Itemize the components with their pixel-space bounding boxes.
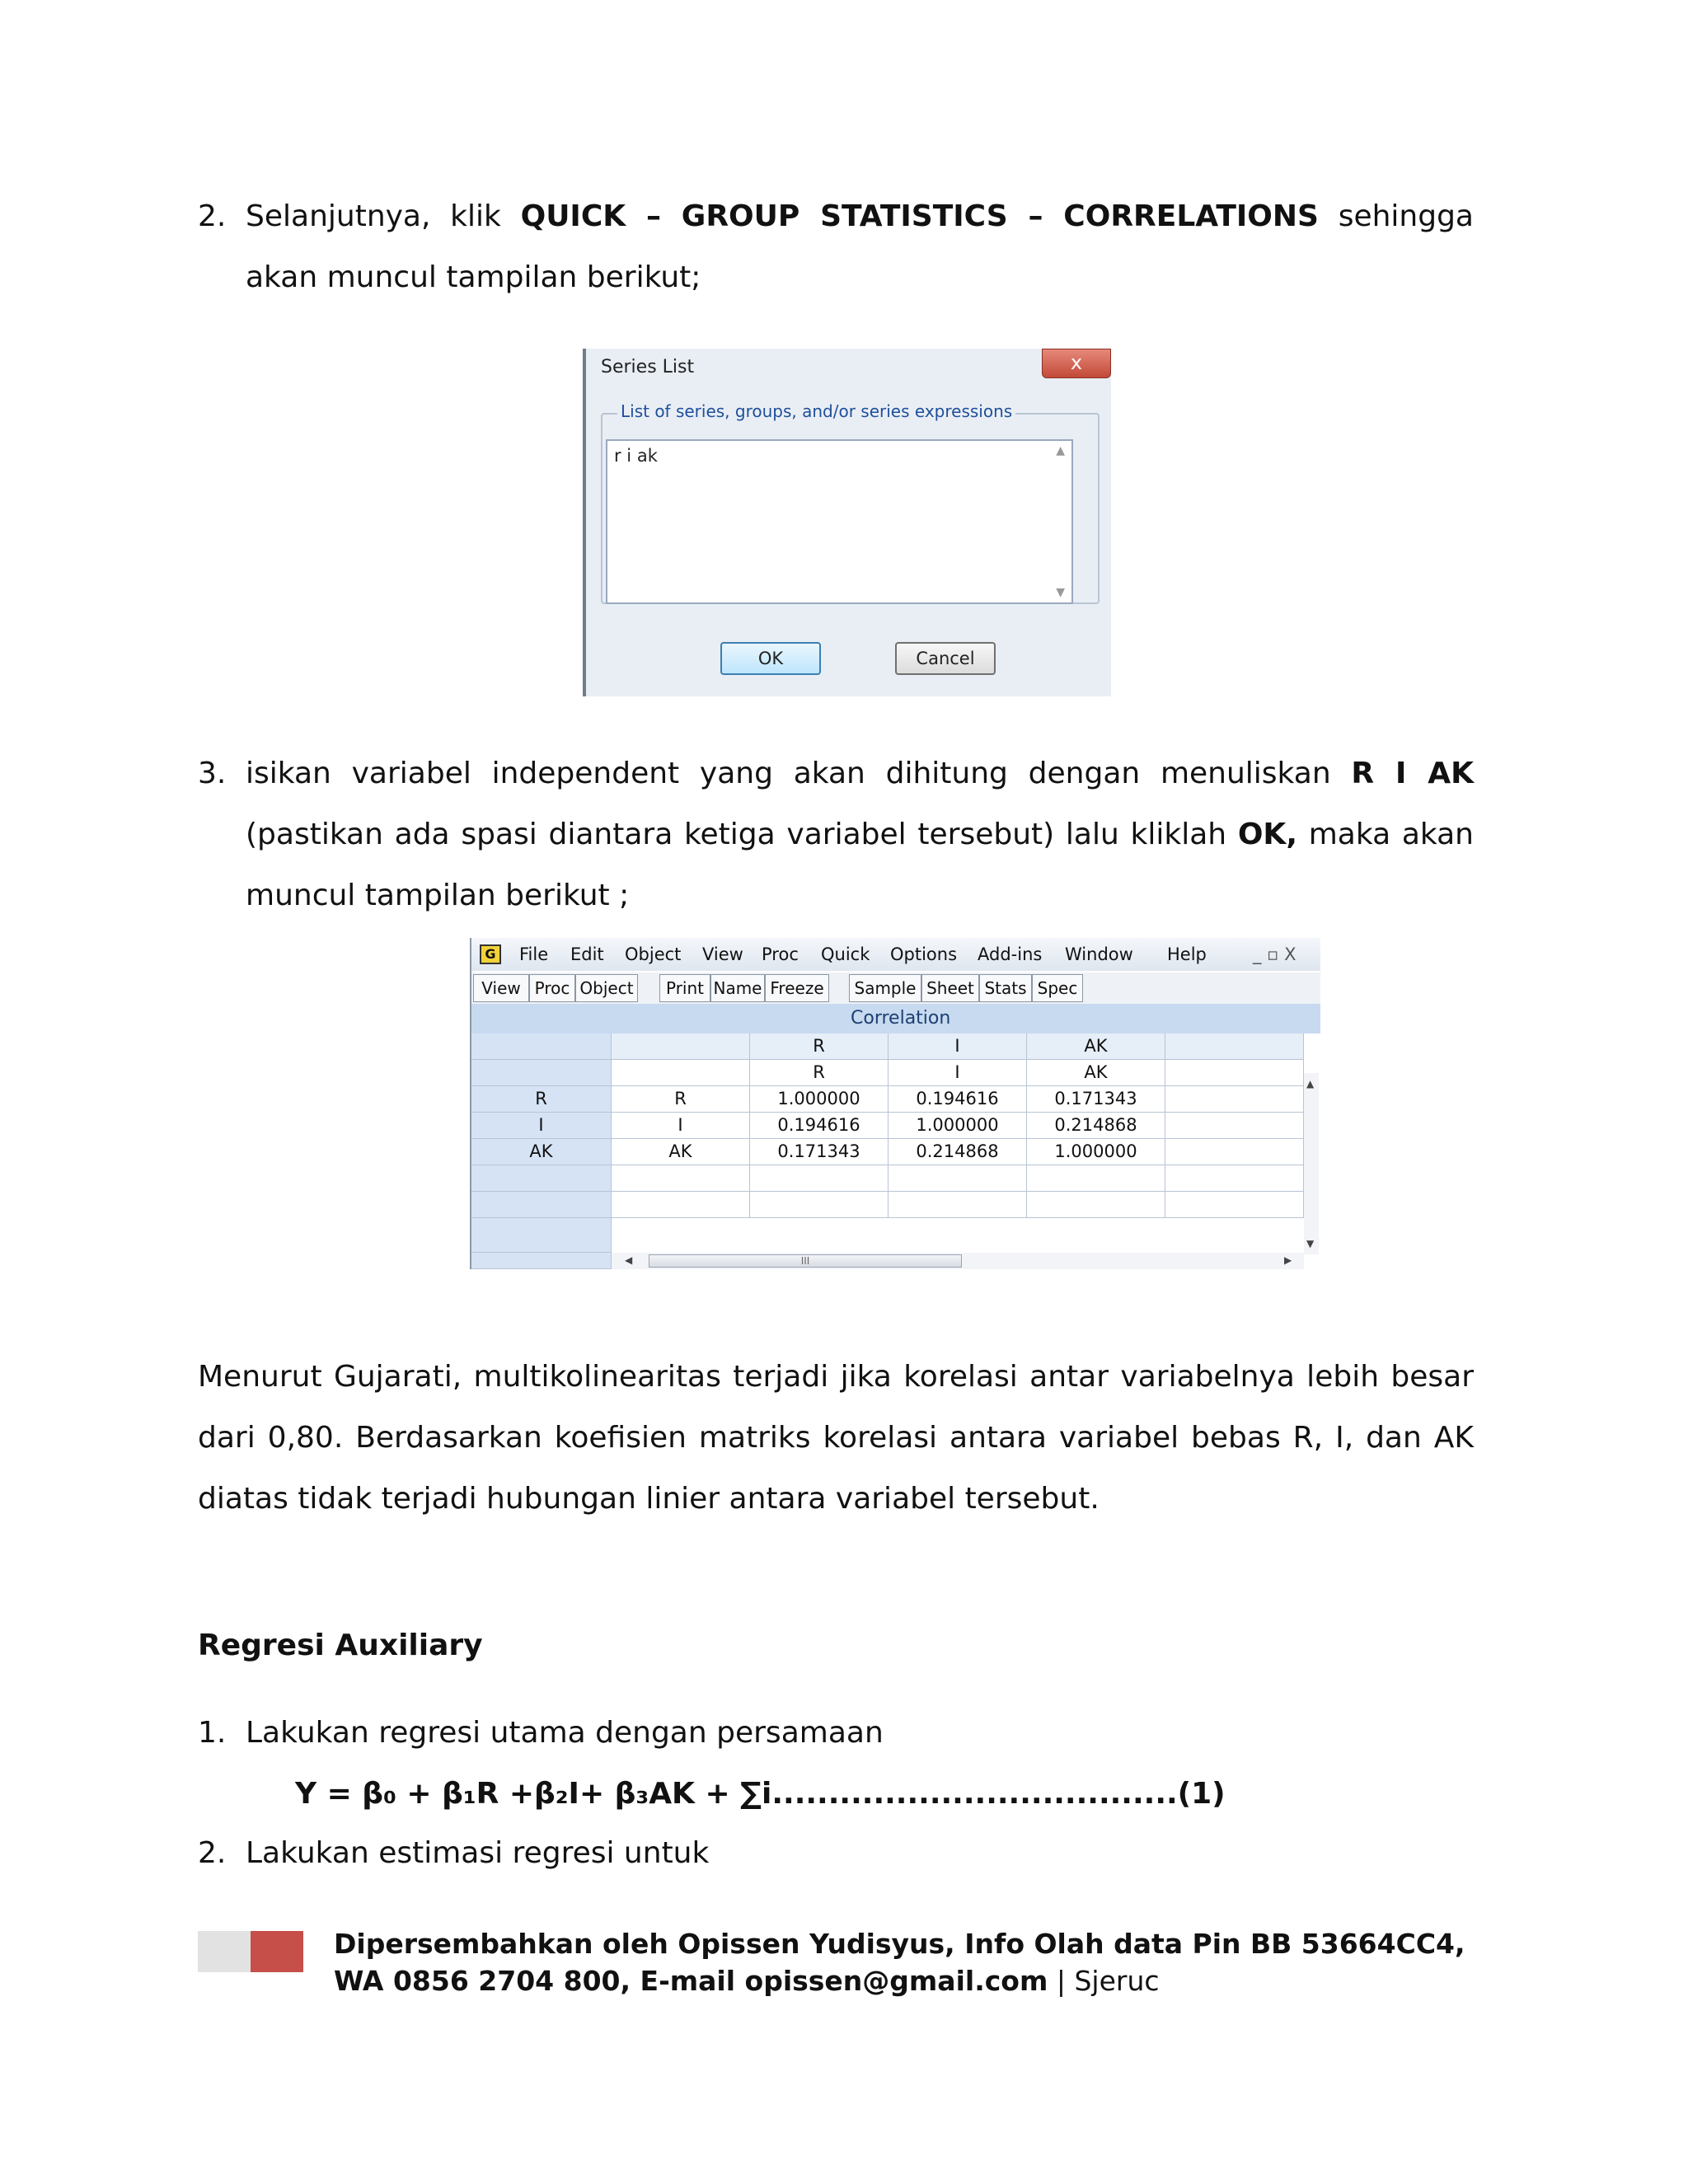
series-input-value: r i ak xyxy=(614,446,658,466)
toolbar-sheet[interactable]: Sheet xyxy=(921,974,979,1002)
table-cell[interactable]: 0.194616 xyxy=(889,1086,1027,1113)
table-cell[interactable]: I xyxy=(612,1113,750,1139)
step2-menu-path: QUICK – GROUP STATISTICS – CORRELATIONS xyxy=(520,199,1319,233)
step2-paragraph xyxy=(246,186,1474,308)
scroll-thumb[interactable]: III xyxy=(649,1254,962,1268)
table-cell[interactable] xyxy=(889,1192,1027,1218)
table-cell[interactable] xyxy=(1165,1165,1304,1192)
equation: Y = β₀ + β₁R +β₂I+ β₃AK + ∑i....................................(1) xyxy=(295,1777,1226,1811)
table-cell[interactable] xyxy=(889,1165,1027,1192)
table-cell[interactable] xyxy=(612,1192,750,1218)
table-cell[interactable] xyxy=(1165,1086,1304,1113)
toolbar-stats[interactable]: Stats xyxy=(979,974,1032,1002)
footer-separator: | xyxy=(1048,1965,1075,1997)
group-label: List of series, groups, and/or series expressions xyxy=(617,401,1015,421)
list-item-1-number: 1. xyxy=(198,1716,227,1750)
table-cell[interactable]: 0.214868 xyxy=(889,1139,1027,1165)
header-cell-ak[interactable]: AK xyxy=(1027,1033,1165,1060)
row-header-empty[interactable] xyxy=(471,1165,612,1192)
table-cell[interactable]: 0.171343 xyxy=(1027,1086,1165,1113)
scroll-down-icon[interactable]: ▼ xyxy=(1306,1238,1315,1249)
corner-cell xyxy=(471,1060,612,1086)
toolbar-spec[interactable]: Spec xyxy=(1032,974,1083,1002)
list-item-2-number: 2. xyxy=(198,1836,227,1870)
footer-text xyxy=(334,1925,1465,1999)
dialog-title: Series List xyxy=(601,357,695,377)
object-toolbar xyxy=(471,972,1320,1004)
toolbar-name[interactable]: Name xyxy=(710,974,765,1002)
toolbar-object[interactable]: Object xyxy=(575,974,638,1002)
menu-proc[interactable]: Proc xyxy=(762,944,799,964)
table-cell[interactable] xyxy=(1165,1139,1304,1165)
header-cell-i[interactable]: I xyxy=(889,1060,1027,1086)
table-cell[interactable]: 1.000000 xyxy=(750,1086,889,1113)
menu-edit[interactable]: Edit xyxy=(570,944,604,964)
table-cell[interactable] xyxy=(1027,1165,1165,1192)
scroll-up-icon[interactable]: ▲ xyxy=(1056,444,1065,457)
row-header-ak[interactable]: AK xyxy=(471,1139,612,1165)
toolbar-view[interactable]: View xyxy=(473,974,529,1002)
header-cell xyxy=(612,1060,750,1086)
menu-options[interactable]: Options xyxy=(890,944,958,964)
header-cell-r[interactable]: R xyxy=(750,1060,889,1086)
menu-view[interactable]: View xyxy=(702,944,743,964)
table-cell[interactable] xyxy=(1165,1113,1304,1139)
table-cell[interactable]: AK xyxy=(612,1139,750,1165)
header-cell-r[interactable]: R xyxy=(750,1033,889,1060)
table-cell[interactable]: R xyxy=(612,1086,750,1113)
corner-cell xyxy=(471,1033,612,1060)
row-header-r[interactable]: R xyxy=(471,1086,612,1113)
ok-button[interactable]: OK xyxy=(720,642,821,675)
step3-part1: isikan variabel independent yang akan dihitung dengan menuliskan xyxy=(246,757,1352,790)
toolbar-sample[interactable]: Sample xyxy=(849,974,921,1002)
list-item-1: Lakukan regresi utama dengan persamaan xyxy=(246,1716,884,1750)
menu-object[interactable]: Object xyxy=(625,944,682,964)
vertical-scrollbar[interactable] xyxy=(1304,1073,1319,1254)
step2-suffix: sehingga akan muncul tampilan berikut; xyxy=(246,199,1474,294)
eviews-logo-icon: G xyxy=(480,944,501,964)
table-cell[interactable] xyxy=(612,1165,750,1192)
step3-variables: R I AK xyxy=(1351,757,1474,790)
close-icon: x xyxy=(1070,351,1083,374)
step2-number: 2. xyxy=(198,199,227,233)
table-cell[interactable]: 1.000000 xyxy=(889,1113,1027,1139)
step3-number: 3. xyxy=(198,757,227,790)
menu-addins[interactable]: Add-ins xyxy=(978,944,1043,964)
menu-file[interactable]: File xyxy=(519,944,549,964)
step2-prefix: Selanjutnya, klik xyxy=(246,199,521,233)
row-header-empty[interactable] xyxy=(471,1253,612,1269)
gujarati-paragraph: Menurut Gujarati, multikolinearitas terjadi jika korelasi antar variabelnya lebih besar dari 0,80. Berdasarkan koefisien matriks korelasi antara variabel bebas R, I, dan AK diatas tidak terjadi hubungan linier antara variabel tersebut. xyxy=(198,1360,1474,1516)
row-header-empty[interactable] xyxy=(471,1192,612,1218)
footer-red-block xyxy=(251,1931,303,1972)
header-cell xyxy=(612,1033,750,1060)
toolbar-proc[interactable]: Proc xyxy=(529,974,575,1002)
header-cell xyxy=(1165,1033,1304,1060)
series-list-dialog xyxy=(583,349,1111,696)
step3-part2: (pastikan ada spasi diantara ketiga variabel tersebut) lalu kliklah xyxy=(246,818,1238,851)
table-cell[interactable] xyxy=(1165,1192,1304,1218)
table-cell[interactable]: 0.214868 xyxy=(1027,1113,1165,1139)
cancel-button[interactable]: Cancel xyxy=(895,642,996,675)
window-controls-icon[interactable]: _ ▫ X xyxy=(1253,944,1296,964)
scroll-up-icon[interactable]: ▲ xyxy=(1306,1078,1315,1090)
menu-bar xyxy=(471,938,1320,971)
section-heading: Regresi Auxiliary xyxy=(198,1629,483,1662)
footer-page-label: Sjeruc xyxy=(1074,1965,1160,1997)
menu-window[interactable]: Window xyxy=(1065,944,1133,964)
list-item-2: Lakukan estimasi regresi untuk xyxy=(246,1836,710,1870)
dialog-close-button[interactable] xyxy=(1042,349,1111,378)
header-cell-i[interactable]: I xyxy=(889,1033,1027,1060)
step3-ok: OK, xyxy=(1237,818,1297,851)
step3-part3: maka akan muncul tampilan berikut ; xyxy=(246,818,1474,912)
scroll-down-icon[interactable]: ▼ xyxy=(1056,586,1065,599)
menu-help[interactable]: Help xyxy=(1167,944,1207,964)
series-input[interactable] xyxy=(606,439,1073,604)
table-cell[interactable] xyxy=(1027,1192,1165,1218)
table-cell[interactable] xyxy=(750,1165,889,1192)
table-cell[interactable]: 1.000000 xyxy=(1027,1139,1165,1165)
toolbar-freeze[interactable]: Freeze xyxy=(765,974,829,1002)
table-cell[interactable]: 0.171343 xyxy=(750,1139,889,1165)
table-cell[interactable]: 0.194616 xyxy=(750,1113,889,1139)
view-title-bar xyxy=(471,1004,1320,1033)
toolbar-print[interactable]: Print xyxy=(659,974,710,1002)
footer-grey-block xyxy=(198,1931,251,1972)
step3-paragraph xyxy=(246,743,1474,926)
row-header-i[interactable]: I xyxy=(471,1113,612,1139)
view-title: Correlation xyxy=(851,1008,951,1029)
header-cell xyxy=(1165,1060,1304,1086)
table-cell[interactable] xyxy=(750,1192,889,1218)
header-cell-ak[interactable]: AK xyxy=(1027,1060,1165,1086)
row-header-empty[interactable] xyxy=(471,1218,612,1253)
footer-line2-contact: WA 0856 2704 800, E-mail opissen@gmail.com xyxy=(334,1965,1048,1997)
scroll-left-icon[interactable]: ◀ xyxy=(625,1254,633,1266)
scroll-right-icon[interactable]: ▶ xyxy=(1284,1254,1292,1266)
footer-line1: Dipersembahkan oleh Opissen Yudisyus, Info Olah data Pin BB 53664CC4, xyxy=(334,1928,1465,1960)
menu-quick[interactable]: Quick xyxy=(821,944,870,964)
eviews-correlation-window xyxy=(470,938,1320,1269)
